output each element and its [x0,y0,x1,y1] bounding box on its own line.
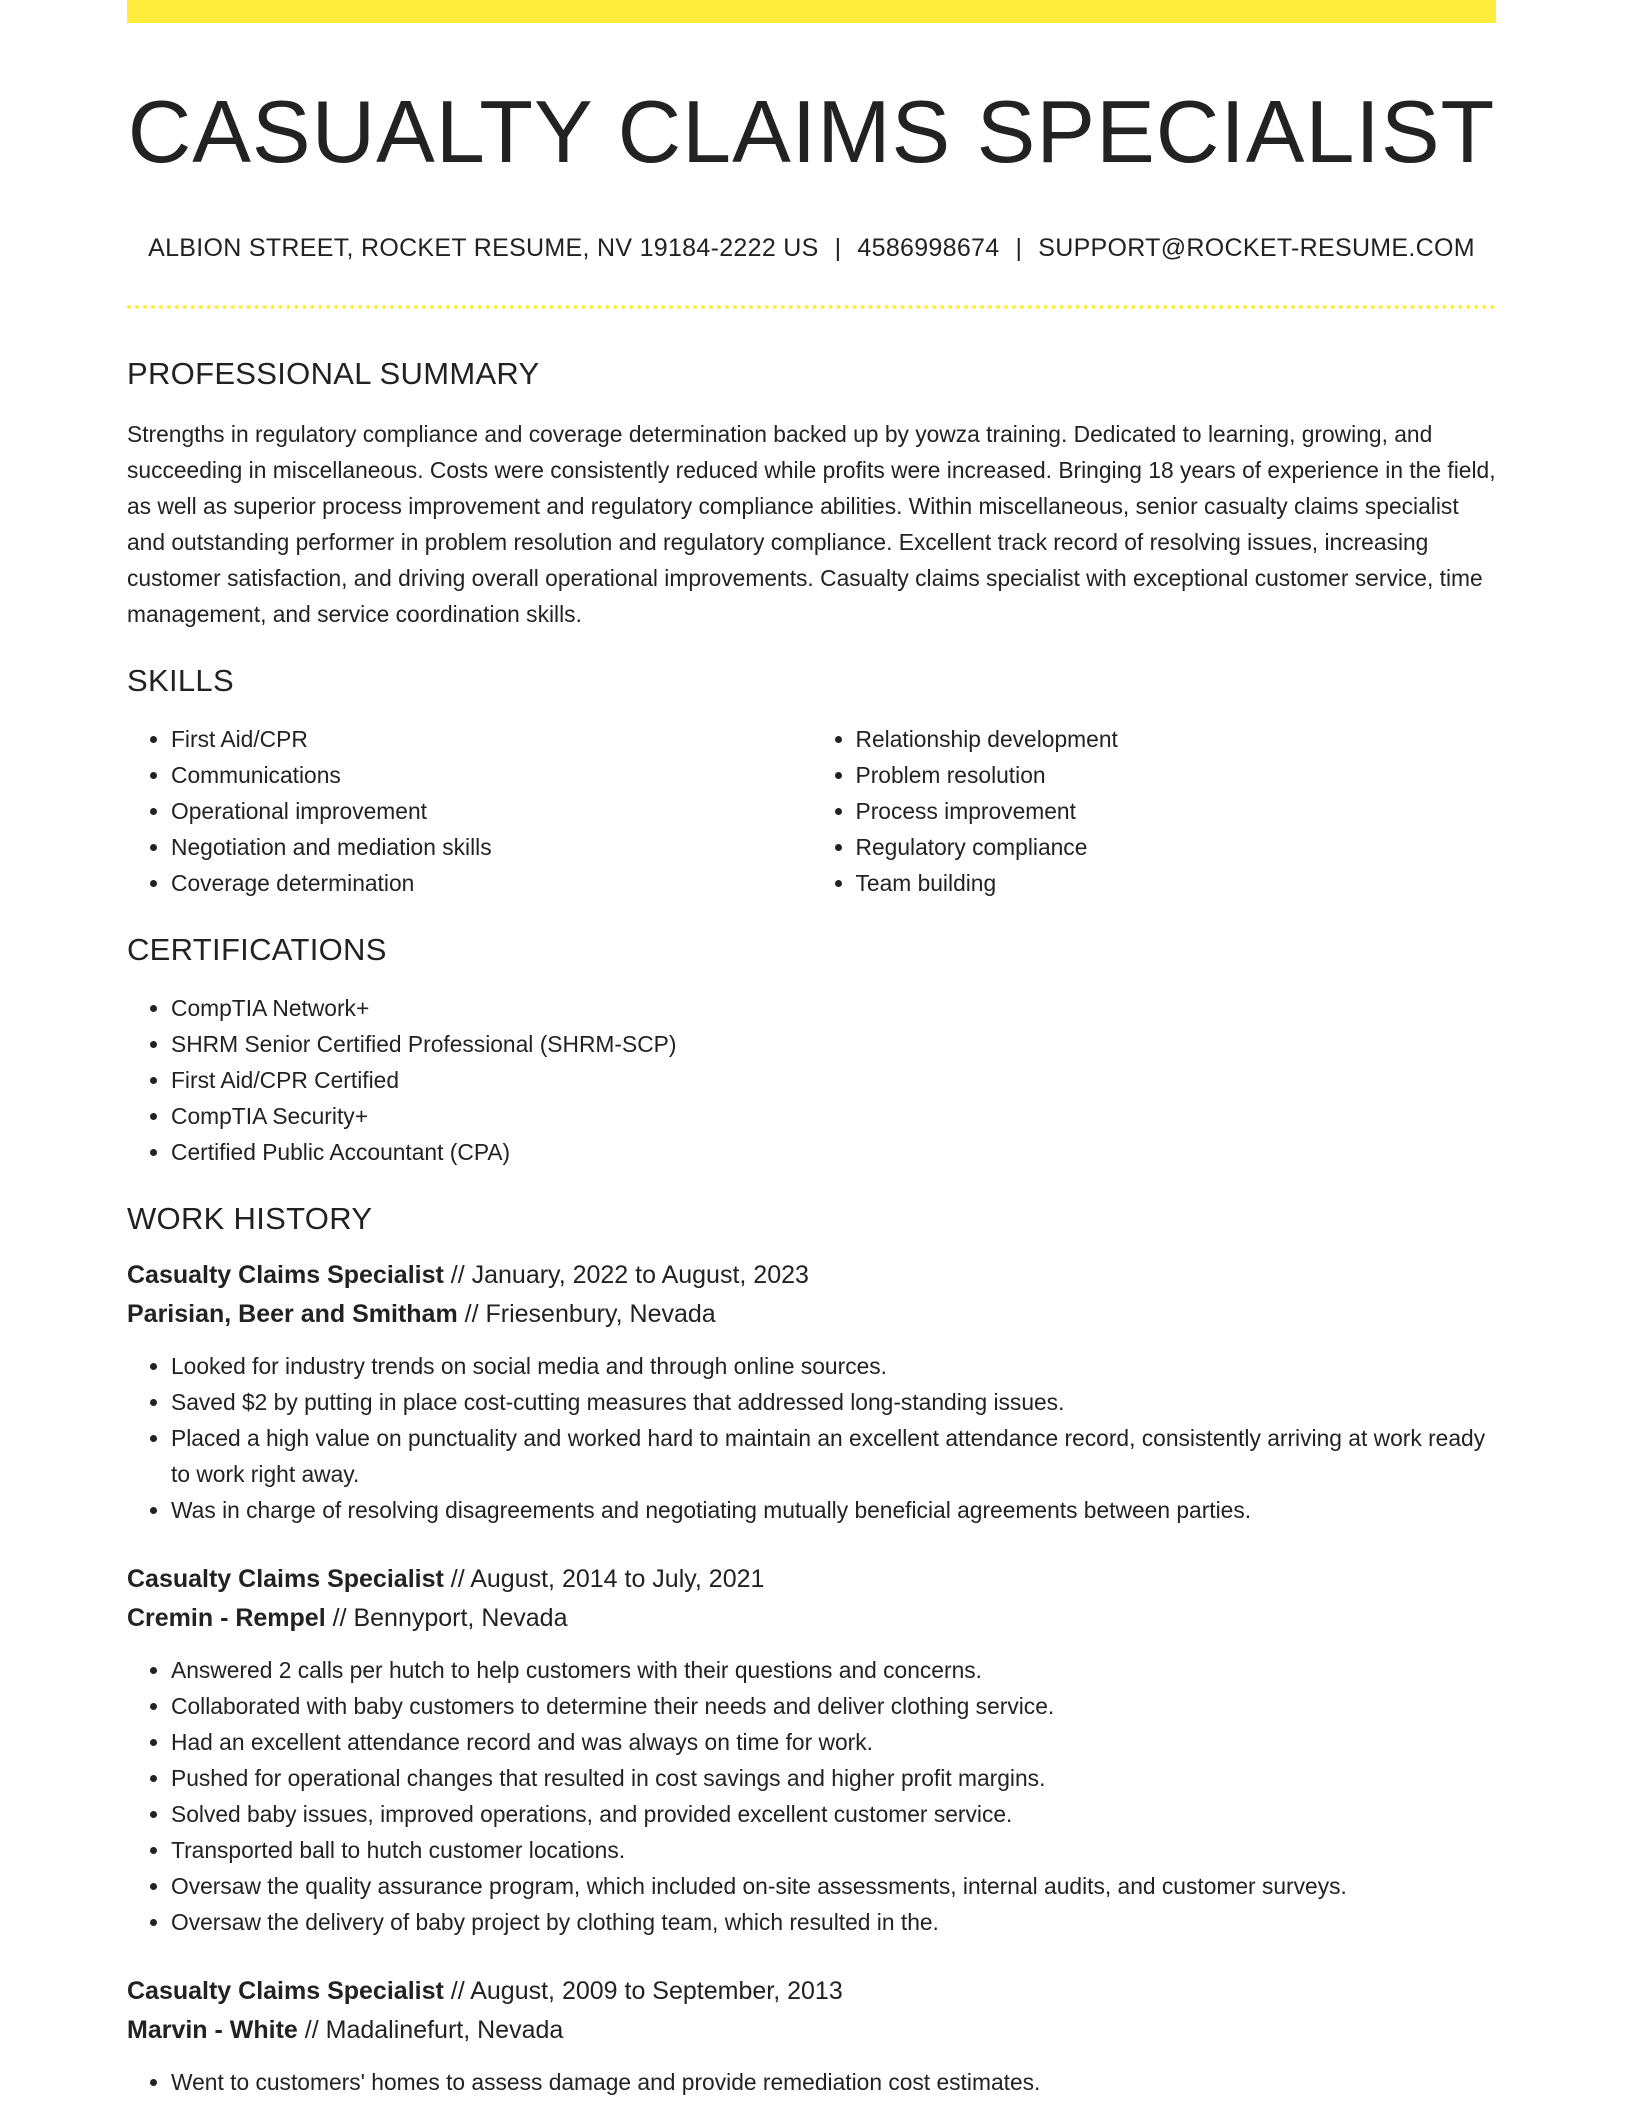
date-separator: // [443,1564,471,1593]
job-bullet: • Looked for industry trends on social media and through online sources. [171,1348,1496,1384]
job-location: Bennyport, Nevada [353,1603,568,1632]
skills-left-list [127,721,812,901]
job-entry [127,1256,1496,1528]
job-location: Friesenbury, Nevada [485,1299,716,1328]
date-separator: // [297,2015,326,2044]
summary-heading: PROFESSIONAL SUMMARY [127,355,540,391]
job-company-line [127,2011,1496,2050]
skills-section [127,662,1496,901]
skill-item: • Coverage determination [171,865,812,901]
date-separator: // [443,1260,472,1289]
job-role-line [127,1256,1496,1295]
resume-content [127,0,1496,2100]
summary-section [127,355,1496,632]
job-company-line [127,1295,1496,1334]
job-bullet: • Pushed for operational changes that resulted in cost savings and higher profit margins. [171,1760,1496,1796]
job-company-line [127,1599,1496,1638]
date-separator: // [325,1603,354,1632]
skills-right-list [812,721,1497,901]
certification-item: • Certified Public Accountant (CPA) [171,1134,1496,1170]
dotted-divider [127,305,1496,309]
certification-item: • CompTIA Network+ [171,990,1496,1026]
skill-item: • Problem resolution [856,757,1497,793]
skill-item: • Negotiation and mediation skills [171,829,812,865]
work-history-heading: WORK HISTORY [127,1201,373,1237]
job-company: Parisian, Beer and Smitham [127,1299,458,1328]
job-bullet: • Saved $2 by putting in place cost-cutting measures that addressed long-standing issues. [171,1384,1496,1420]
skill-item: • Process improvement [856,793,1497,829]
job-bullet: • Transported ball to hutch customer locations. [171,1832,1496,1868]
job-bullets [127,1348,1496,1528]
job-bullet: • Collaborated with baby customers to determine their needs and deliver clothing service. [171,1688,1496,1724]
skill-item: • Communications [171,757,812,793]
job-entry [127,1972,1496,2100]
job-dates: August, 2009 to September, 2013 [470,1976,843,2005]
job-bullets [127,1652,1496,1940]
work-history-section [127,1200,1496,2099]
job-role-line [127,1972,1496,2011]
job-bullet: • Solved baby issues, improved operations, and provided excellent customer service. [171,1796,1496,1832]
certifications-list [127,990,1496,1170]
job-dates: August, 2014 to July, 2021 [470,1564,765,1593]
contact-line [127,233,1496,263]
job-role: Casualty Claims Specialist [127,1564,444,1593]
job-bullet: • Answered 2 calls per hutch to help customers with their questions and concerns. [171,1652,1496,1688]
job-entry [127,1560,1496,1940]
job-bullets [127,2064,1496,2100]
accent-top-bar [127,0,1496,23]
contact-separator: | [1015,233,1023,262]
job-bullet: • Had an excellent attendance record and was always on time for work. [171,1724,1496,1760]
skills-grid [127,721,1496,901]
job-bullet: • Went to customers' homes to assess damage and provide remediation cost estimates. [171,2064,1496,2100]
job-role-line [127,1560,1496,1599]
date-separator: // [457,1299,486,1328]
summary-text: Strengths in regulatory compliance and coverage determination backed up by yowza training. Dedicated to learning, growing, and succeeding in miscellaneous. Costs were consistently reduced while profits were increased. Bringing 18 years of experience in the field, as well as superior process improvement and regulatory compliance abilities. Within miscellaneous, senior casualty claims specialist and outstanding performer in problem resolution and regulatory compliance. Excellent track record of resolving issues, increasing customer satisfaction, and driving overall operational improvements. Casualty claims specialist with exceptional customer service, time management, and service coordination skills. [127,420,1496,627]
skill-item: • First Aid/CPR [171,721,812,757]
skill-item: • Operational improvement [171,793,812,829]
certification-item: • First Aid/CPR Certified [171,1062,1496,1098]
job-company: Marvin - White [127,2015,298,2044]
certifications-section [127,931,1496,1170]
skill-item: • Relationship development [856,721,1497,757]
job-bullet: • Placed a high value on punctuality and worked hard to maintain an excellent attendance record, consistently arriving at work ready to work right away. [171,1420,1496,1492]
skill-item: • Regulatory compliance [856,829,1497,865]
job-role: Casualty Claims Specialist [127,1260,444,1289]
certification-item: • SHRM Senior Certified Professional (SHRM-SCP) [171,1026,1496,1062]
job-bullet: • Oversaw the quality assurance program, which included on-site assessments, internal audits, and customer surveys. [171,1868,1496,1904]
candidate-name: CASUALTY CLAIMS SPECIALIST [127,82,1496,181]
date-separator: // [443,1976,471,2005]
contact-address: ALBION STREET, ROCKET RESUME, NV 19184-2222 US [148,233,819,262]
job-role: Casualty Claims Specialist [127,1976,444,2005]
job-dates: January, 2022 to August, 2023 [471,1260,809,1289]
contact-separator: | [834,233,842,262]
job-company: Cremin - Rempel [127,1603,326,1632]
skill-item: • Team building [856,865,1497,901]
contact-email: SUPPORT@ROCKET-RESUME.COM [1038,233,1475,262]
job-bullet: • Oversaw the delivery of baby project by clothing team, which resulted in the. [171,1904,1496,1940]
job-bullet: • Was in charge of resolving disagreements and negotiating mutually beneficial agreements between parties. [171,1492,1496,1528]
job-location: Madalinefurt, Nevada [325,2015,564,2044]
skills-heading: SKILLS [127,662,234,698]
certification-item: • CompTIA Security+ [171,1098,1496,1134]
contact-phone: 4586998674 [857,233,1000,262]
certifications-heading: CERTIFICATIONS [127,932,387,968]
